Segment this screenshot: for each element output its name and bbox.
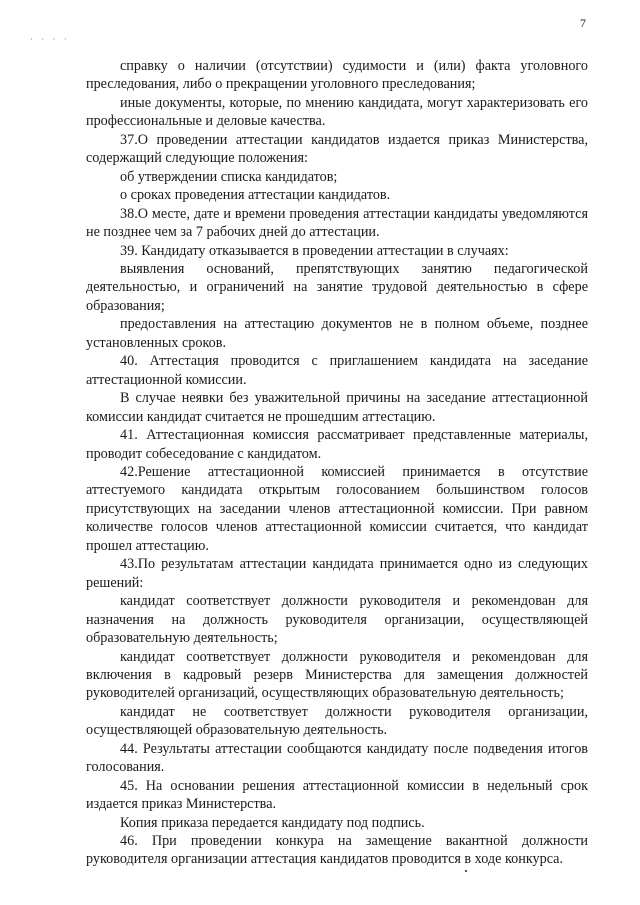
paragraph-43-reserve: кандидат соответствует должности руководителя и рекомендован для включения в кадровый резерв Министерства для замещения должностей руководителей организаций, осуществляющих образовательную деятельность; [86,648,588,702]
paragraph-43-results: 43.По результатам аттестации кандидата принимается одно из следующих решений: [86,556,588,591]
paragraph-40-absence: В случае неявки без уважительной причины на заседание аттестационной комиссии кандидат считается не прошедшим аттестацию. [86,390,588,425]
paragraph-37-candidate-list: об утверждении списка кандидатов; [120,168,338,185]
document-body [86,57,588,869]
scan-corner-marks: · · · · [30,34,70,44]
scan-speck [465,870,467,872]
paragraph-37-timing: о сроках проведения аттестации кандидатов. [120,187,391,204]
paragraph-41-review: 41. Аттестационная комиссия рассматривает представленные материалы, проводит собеседование с кандидатом. [86,427,588,462]
paragraph-39-grounds: выявления оснований, препятствующих занятию педагогической деятельностью, и ограничений на занятие трудовой деятельностью в сфере образования; [86,260,588,314]
paragraph-other-documents: иные документы, которые, по мнению кандидата, могут характеризовать его профессиональные и деловые качества. [86,94,588,130]
paragraph-criminal-record-certificate: справку о наличии (отсутствии) судимости и (или) факта уголовного преследования, либо о прекращении уголовного преследования; [86,58,588,93]
paragraph-42-decision: 42.Решение аттестационной комиссией принимается в отсутствие аттестуемого кандидата открытым голосованием большинством голосов присутствующих на заседании членов аттестационной комиссии. При равном количестве голосов членов аттестационной комиссии считается, что кандидат прошел аттестацию. [86,463,588,554]
paragraph-38-notification: 38.О месте, дате и времени проведения аттестации кандидаты уведомляются не позднее чем за 7 рабочих дней до аттестации. [86,205,588,241]
paragraph-45-ministry-order: 45. На основании решения аттестационной комиссии в недельный срок издается приказ Министерства. [86,777,588,813]
paragraph-45-copy: Копия приказа передается кандидату под подпись. [120,814,425,831]
paragraph-43-appointment: кандидат соответствует должности руководителя и рекомендован для назначения на должность руководителя организации, осуществляющей образовательную деятельность; [86,593,588,647]
paragraph-37-order: 37.О проведении аттестации кандидатов издается приказ Министерства, содержащий следующие положения: [86,131,588,167]
paragraph-39-incomplete-documents: предоставления на аттестацию документов не в полном объеме, позднее установленных сроков. [86,316,588,351]
paragraph-39-refusal: 39. Кандидату отказывается в проведении аттестации в случаях: [120,242,509,259]
paragraph-44-communication: 44. Результаты аттестации сообщаются кандидату после подведения итогов голосования. [86,740,588,776]
paragraph-46-competition: 46. При проведении конкура на замещение вакантной должности руководителя организации аттестация кандидатов проводится в ходе конкурса. [86,833,588,868]
paragraph-43-not-suitable: кандидат не соответствует должности руководителя организации, осуществляющей образовательную деятельность. [86,703,588,739]
page-number: 7 [580,16,586,30]
paragraph-40-invitation: 40. Аттестация проводится с приглашением кандидата на заседание аттестационной комиссии. [86,353,588,388]
